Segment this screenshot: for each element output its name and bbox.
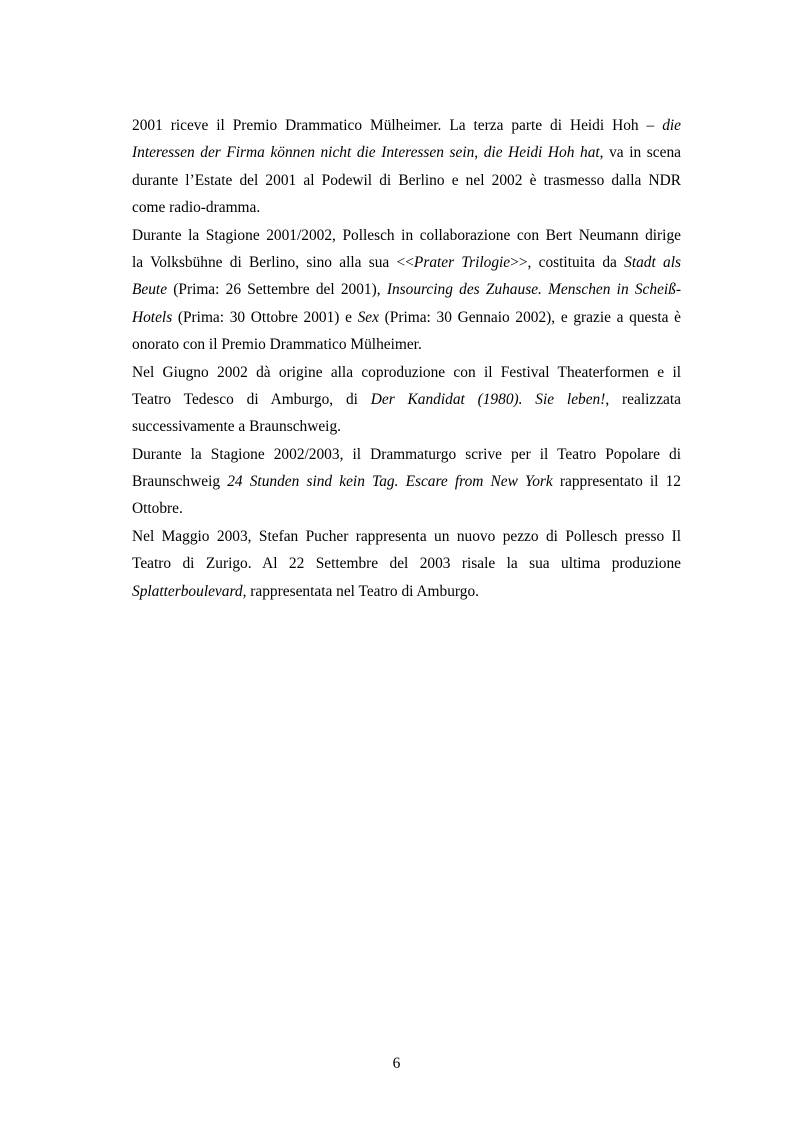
italic-text: Beute [132, 281, 168, 299]
text-segment: , [474, 144, 484, 162]
text-segment: durante l’Estate del 2001 al Podewil di Berlino e nel 2002 è trasmesso dalla NDR [132, 171, 681, 189]
text-line [132, 167, 681, 194]
text-segment: (Prima: 26 Settembre del 2001), [167, 281, 387, 299]
body-text [132, 112, 681, 605]
italic-text: die [662, 117, 681, 134]
italic-text: Splatterboulevard [132, 582, 243, 600]
text-line [132, 331, 681, 358]
italic-text: Stadt als [624, 253, 682, 271]
text-segment: la Volksbühne di Berlino, sino alla sua << [132, 253, 414, 271]
text-segment: (Prima: 30 Ottobre 2001) e [172, 308, 358, 326]
text-segment: , realizzata [605, 390, 681, 408]
text-line [132, 578, 681, 605]
italic-text: Insourcing des Zuhause. Menschen in Scheiß- [386, 281, 681, 299]
text-line [132, 276, 681, 303]
italic-text: Sex [357, 308, 379, 326]
text-segment: Durante la Stagione 2001/2002, Pollesch in collaborazione con Bert Neumann dirige [132, 226, 681, 244]
text-segment: Nel Maggio 2003, Stefan Pucher rappresenta un nuovo pezzo di Pollesch presso Il [132, 527, 681, 545]
text-segment: 2001 riceve il Premio Drammatico Mülheimer. La terza parte di Heidi Hoh – [132, 117, 663, 134]
italic-text: Interessen der Firma können nicht die Interessen sein [132, 144, 475, 162]
text-segment: Teatro Tedesco di Amburgo, di [132, 390, 371, 408]
text-line [132, 249, 681, 276]
text-line [132, 386, 681, 413]
italic-text: Der Kandidat (1980). Sie leben! [370, 390, 606, 408]
text-segment: >>, costituita da [510, 253, 625, 271]
text-line [132, 468, 681, 495]
italic-text: Prater Trilogie [413, 253, 511, 271]
text-segment: Ottobre. [132, 500, 183, 518]
text-segment: successivamente a Braunschweig. [132, 418, 341, 436]
text-segment: Teatro di Zurigo. Al 22 Settembre del 2003 risale la sua ultima produzione [132, 555, 681, 573]
text-segment: onorato con il Premio Drammatico Mülheimer. [132, 336, 422, 354]
text-line [132, 441, 681, 468]
text-segment: , va in scena [599, 144, 681, 162]
text-line [132, 222, 681, 249]
text-segment: rappresentato il 12 [552, 473, 681, 491]
text-line [132, 495, 681, 522]
text-segment: (Prima: 30 Gennaio 2002), e grazie a questa è [378, 308, 681, 326]
italic-text: die Heidi Hoh hat [483, 144, 600, 162]
text-segment: , rappresentata nel Teatro di Amburgo. [242, 582, 479, 600]
italic-text: 24 Stunden sind kein Tag. Escare from New York [227, 473, 553, 491]
text-line [132, 112, 681, 139]
text-segment: Durante la Stagione 2002/2003, il Drammaturgo scrive per il Teatro Popolare di [132, 445, 681, 463]
text-line [132, 523, 681, 550]
italic-text: Hotels [132, 308, 173, 326]
text-segment: come radio-dramma. [132, 199, 261, 217]
text-line [132, 139, 681, 166]
text-line [132, 304, 681, 331]
text-line [132, 194, 681, 221]
text-segment: Nel Giugno 2002 dà origine alla coproduzione con il Festival Theaterformen e il [132, 363, 681, 381]
text-line [132, 359, 681, 386]
text-line [132, 550, 681, 577]
page-number: 6 [392, 1055, 401, 1072]
text-segment: Braunschweig [132, 473, 228, 491]
text-line [132, 413, 681, 440]
